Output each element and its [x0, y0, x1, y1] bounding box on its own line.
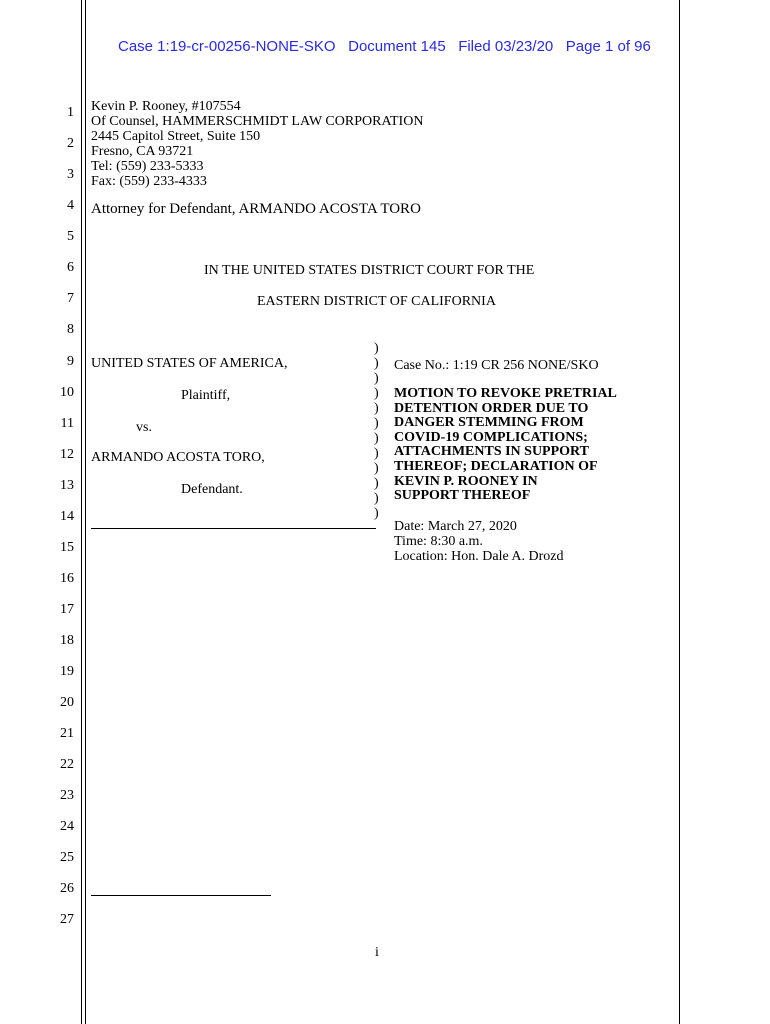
defendant-role: Defendant.	[181, 482, 243, 497]
line-number: 9	[67, 354, 74, 369]
hearing-time: Time: 8:30 a.m.	[394, 534, 483, 549]
caption-paren: )	[374, 476, 379, 491]
right-margin-rule	[679, 0, 680, 1024]
caption-rule	[91, 528, 376, 529]
footnote-rule	[91, 895, 271, 896]
motion-title	[394, 387, 617, 504]
caption-paren: )	[374, 461, 379, 476]
line-number: 18	[60, 633, 74, 648]
line-number: 12	[60, 447, 74, 462]
line-number: 19	[60, 664, 74, 679]
court-heading-line-2: EASTERN DISTRICT OF CALIFORNIA	[257, 294, 496, 309]
attorney-block	[91, 99, 423, 189]
attorney-firm: Of Counsel, HAMMERSCHMIDT LAW CORPORATION	[91, 114, 424, 129]
versus: vs.	[136, 420, 152, 435]
page-number: i	[375, 945, 379, 960]
filing-header	[118, 38, 651, 55]
line-number: 25	[60, 850, 74, 865]
line-number: 23	[60, 788, 74, 803]
motion-title-line: COVID-19 COMPLICATIONS;	[394, 429, 588, 445]
caption-paren: )	[374, 506, 379, 521]
header-filed: Filed 03/23/20	[458, 38, 554, 55]
line-number: 14	[60, 509, 74, 524]
motion-title-line: KEVIN P. ROONEY IN	[394, 473, 538, 489]
caption-paren: )	[374, 386, 379, 401]
motion-title-line: ATTACHMENTS IN SUPPORT	[394, 444, 590, 460]
line-number: 27	[60, 912, 74, 927]
attorney-for: Attorney for Defendant, ARMANDO ACOSTA TORO	[91, 201, 421, 217]
motion-title-line: SUPPORT THEREOF	[394, 488, 531, 504]
line-number: 1	[67, 105, 74, 120]
caption-paren: )	[374, 446, 379, 461]
hearing-info	[394, 519, 564, 564]
line-number: 13	[60, 478, 74, 493]
hearing-date: Date: March 27, 2020	[394, 519, 517, 534]
motion-title-line: THEREOF; DECLARATION OF	[394, 458, 598, 474]
attorney-address: 2445 Capitol Street, Suite 150	[91, 129, 261, 144]
caption-paren: )	[374, 356, 379, 371]
attorney-city: Fresno, CA 93721	[91, 144, 194, 159]
caption-paren: )	[374, 431, 379, 446]
attorney-tel: Tel: (559) 233-5333	[91, 159, 204, 174]
attorney-name: Kevin P. Rooney, #107554	[91, 99, 241, 114]
line-number: 4	[67, 198, 74, 213]
line-number: 5	[67, 229, 74, 244]
line-number: 21	[60, 726, 74, 741]
line-number: 11	[60, 416, 74, 431]
line-number: 3	[67, 167, 74, 182]
motion-title-line: DETENTION ORDER DUE TO	[394, 400, 589, 416]
motion-title-line: DANGER STEMMING FROM	[394, 415, 584, 431]
caption-paren: )	[374, 416, 379, 431]
caption-paren: )	[374, 371, 379, 386]
attorney-fax: Fax: (559) 233-4333	[91, 174, 207, 189]
case-number: Case No.: 1:19 CR 256 NONE/SKO	[394, 358, 599, 373]
line-number: 16	[60, 571, 74, 586]
line-number: 20	[60, 695, 74, 710]
line-number: 22	[60, 757, 74, 772]
motion-title-line: MOTION TO REVOKE PRETRIAL	[394, 386, 617, 401]
line-number: 24	[60, 819, 74, 834]
header-page: Page 1 of 96	[565, 38, 651, 55]
line-number: 8	[67, 322, 74, 337]
header-case-number: Case 1:19-cr-00256-NONE-SKO	[118, 38, 336, 55]
court-heading-line-1: IN THE UNITED STATES DISTRICT COURT FOR THE	[204, 263, 535, 278]
plaintiff-name: UNITED STATES OF AMERICA,	[91, 356, 288, 371]
line-number: 6	[67, 260, 74, 275]
line-number: 7	[67, 291, 74, 306]
line-number: 26	[60, 881, 74, 896]
line-number: 15	[60, 540, 74, 555]
caption-paren: )	[374, 401, 379, 416]
hearing-location: Location: Hon. Dale A. Drozd	[394, 549, 564, 564]
left-margin-rule-inner	[85, 0, 86, 1024]
header-document: Document 145	[348, 38, 446, 55]
line-number: 10	[60, 385, 74, 400]
left-margin-rule	[81, 0, 82, 1024]
caption-paren: )	[374, 491, 379, 506]
plaintiff-role: Plaintiff,	[181, 388, 231, 403]
line-number: 2	[67, 136, 74, 151]
line-number: 17	[60, 602, 74, 617]
defendant-name: ARMANDO ACOSTA TORO,	[91, 450, 265, 465]
caption-paren: )	[374, 341, 379, 356]
